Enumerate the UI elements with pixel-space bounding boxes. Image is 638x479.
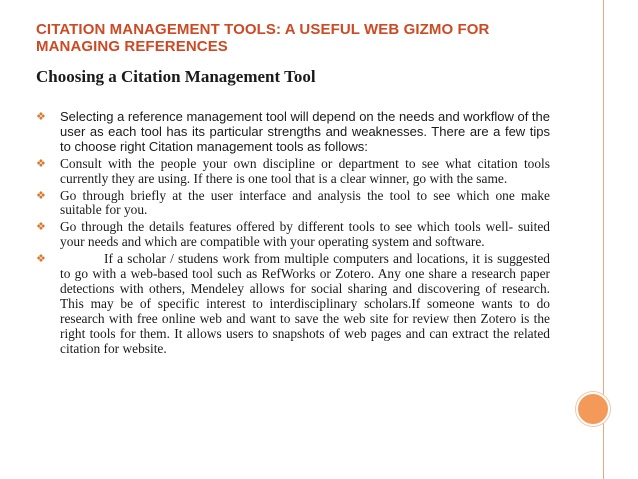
bullet-text: Go through briefly at the user interface and analysis the tool to see which one make suitable for you. [60,187,550,218]
bullet-text: Go through the details features offered by different tools to see which tools well- suited your needs and which are compatible with your operating system and software. [60,219,550,250]
bullet-text: Selecting a reference management tool will depend on the needs and workflow of the user as each tool has its particular strengths and weaknesses. There are a few tips to choose right Citation management tools as follows: [60,109,550,154]
square-diamond-bullet-icon: ❖ [36,157,46,170]
bullet-item [36,157,550,187]
bullet-item [36,220,550,250]
decorative-circle [576,392,610,426]
square-diamond-bullet-icon: ❖ [36,221,46,234]
square-diamond-bullet-icon: ❖ [36,253,46,266]
square-diamond-bullet-icon: ❖ [36,189,46,202]
bullet-item [36,252,550,356]
bullet-item [36,189,550,219]
square-diamond-bullet-icon: ❖ [36,111,46,123]
bullet-text: Consult with the people your own discipline or department to see what citation tools currently they are using. If there is one tool that is a clear winner, go with the same. [60,155,550,186]
slide-title: CITATION MANAGEMENT TOOLS: A USEFUL WEB GIZMO FOR MANAGING REFERENCES [36,21,490,55]
bullet-text: If a scholar / studens work from multiple computers and locations, it is suggested to go with a web-based tool such as RefWorks or Zotero. Any one share a research paper detections with others, Mendeley allows for social sharing and discovering of research. This may be of specific interest to interdisciplinary scholars.If someone wants to do research with free online web and want to save the web site for review then Zotero is the right tools for them. It allows users to snapshots of web pages and can extract the related citation for website. [60,251,550,356]
slide-subtitle: Choosing a Citation Management Tool [36,67,316,86]
bullet-item [36,110,550,155]
bullet-list [36,110,550,359]
